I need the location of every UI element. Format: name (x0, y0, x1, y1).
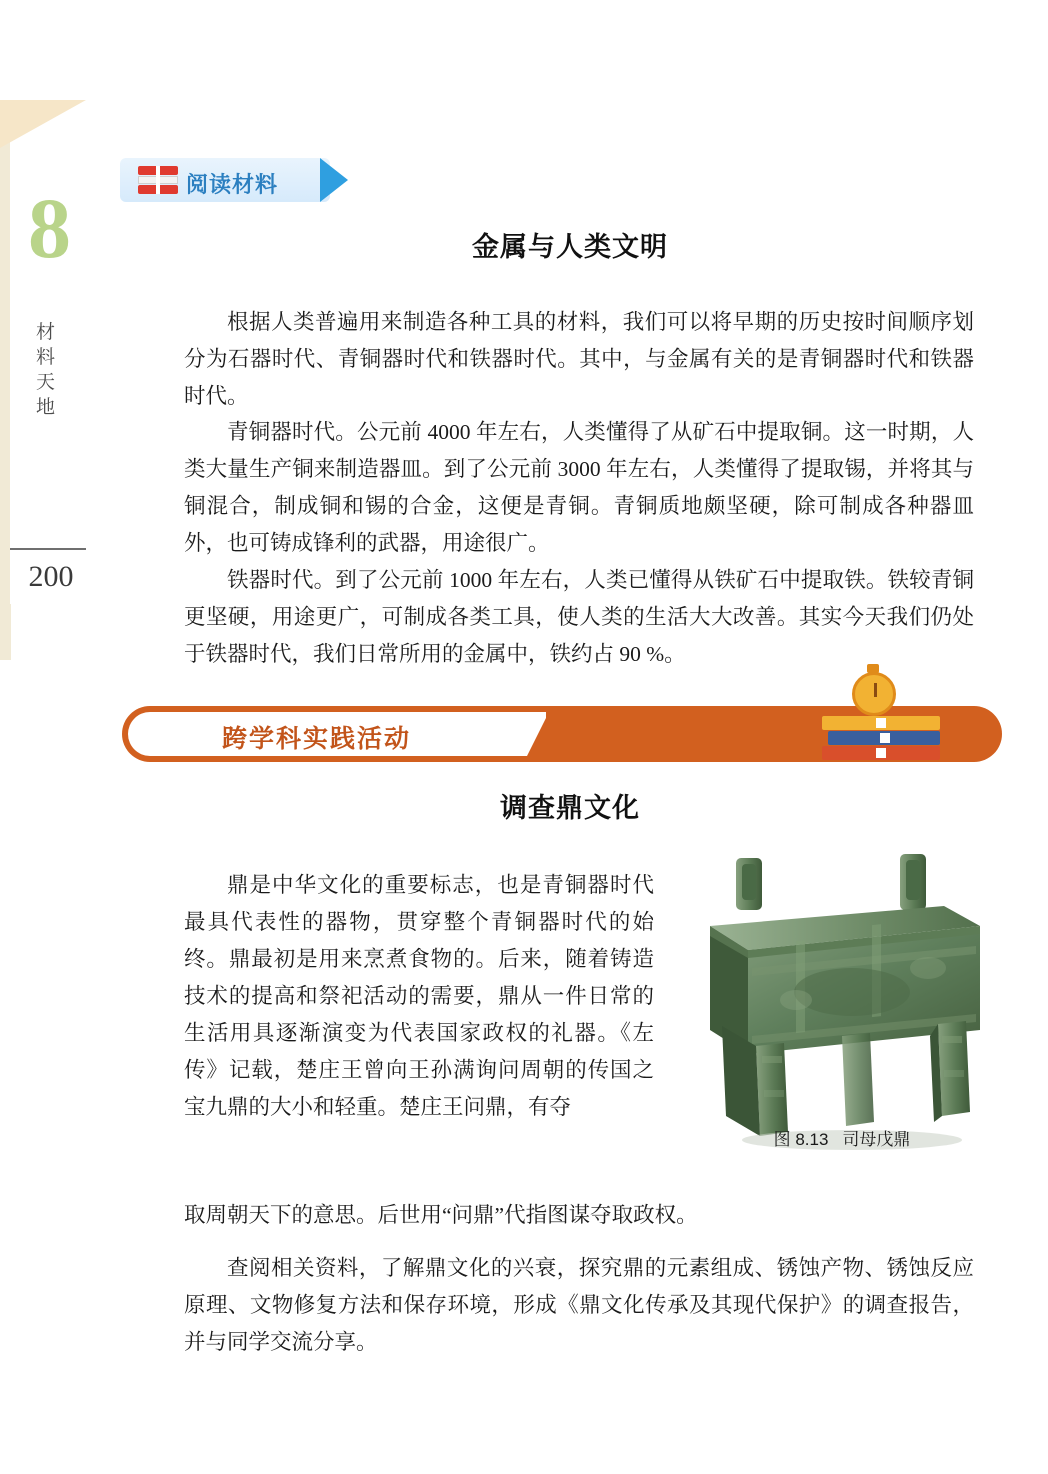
figure-caption (652, 1125, 1032, 1150)
paragraph-ding-3: 查阅相关资料，了解鼎文化的兴衰，探究鼎的元素组成、锈蚀产物、锈蚀反应原理、文物修复方法和保存环境，形成《鼎文化传承及其现代保护》的调查报告，并与同学交流分享。 (184, 1255, 974, 1354)
cross-discipline-banner (122, 706, 1002, 762)
page-margin-rail (0, 0, 92, 1474)
rail-tail (10, 604, 87, 660)
rail-edge-stripe (0, 100, 10, 660)
reading-material-banner (120, 158, 350, 202)
figure-caption-text: 司母戊鼎 (842, 1130, 911, 1149)
chapter-title-vertical: 材料天地 (36, 322, 57, 418)
clock-books-icon (822, 672, 952, 764)
banner-arrow (320, 158, 348, 202)
cross-discipline-label: 跨学科实践活动 (222, 725, 412, 753)
paragraph-metal-2: 青铜器时代。公元前 4000 年左右，人类懂得了从矿石中提取铜。这一时期，人类大量生产铜来制造器皿。到了公元前 3000 年左右，人类懂得了提取锡，并将其与铜混合，制成铜和锡的合金，这便是青铜。青铜质地颇坚硬，除可制成各种器皿外，也可铸成锋利的武器，用途很广。 (184, 419, 974, 555)
books-icon (138, 166, 178, 194)
paragraph-metal-3: 铁器时代。到了公元前 1000 年左右，人类已懂得从铁矿石中提取铁。铁较青铜更坚硬，用途更广，可制成各类工具，使人类的生活大大改善。其实今天我们仍处于铁器时代，我们日常所用的金属中，铁约占 90 %。 (184, 567, 974, 666)
section-title-ding: 调查鼎文化 (500, 793, 640, 823)
paragraph-ding-1: 鼎是中华文化的重要标志，也是青铜器时代最具代表性的器物，贯穿整个青铜器时代的始终。鼎最初是用来烹煮食物的。后来，随着铸造技术的提高和祭祀活动的需要，鼎从一件日常的生活用具逐渐演变为代表国家政权的礼器。《左传》记载，楚庄王曾向王孙满询问周朝的传国之宝九鼎的大小和轻重。楚庄王问鼎，有夺 (184, 872, 654, 1119)
reading-material-label: 阅读材料 (186, 172, 279, 197)
bronze-ding-image (692, 840, 992, 1160)
page-content (92, 0, 1048, 1474)
section-title-metal: 金属与人类文明 (472, 232, 668, 262)
bronze-ding-figure (692, 840, 992, 1160)
paragraph-ding-2: 取周朝天下的意思。后世用“问鼎”代指图谋夺取政权。 (184, 1202, 698, 1227)
rail-divider-top (10, 548, 86, 550)
chapter-number: 8 (28, 180, 71, 276)
page-number: 200 (28, 560, 74, 593)
paragraph-metal-1: 根据人类普遍用来制造各种工具的材料，我们可以将早期的历史按时间顺序划分为石器时代、青铜器时代和铁器时代。其中，与金属有关的是青铜器时代和铁器时代。 (184, 309, 974, 408)
figure-number: 图 8.13 (773, 1130, 829, 1149)
